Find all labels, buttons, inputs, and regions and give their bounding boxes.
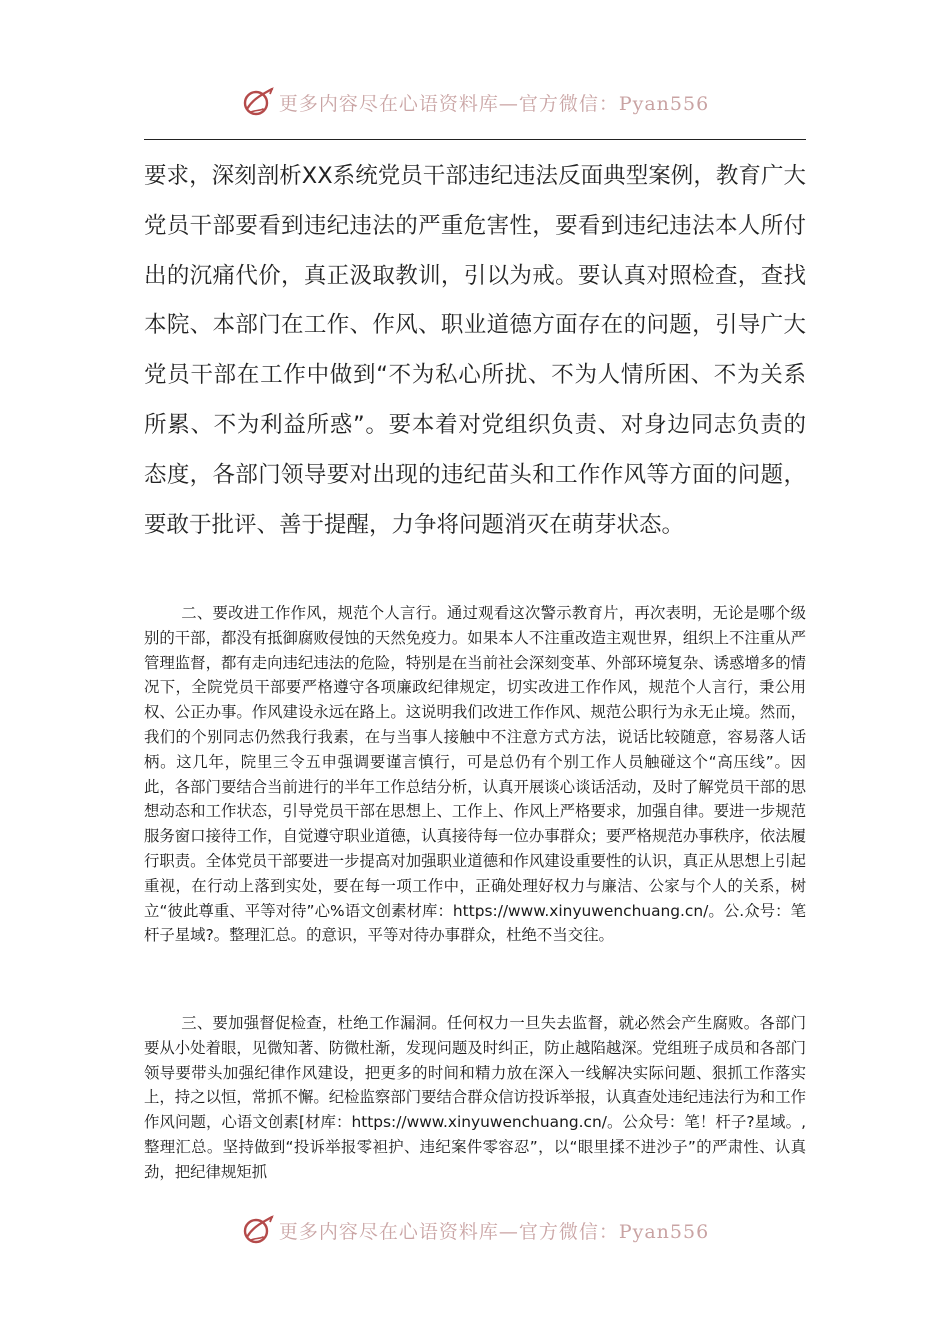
footer-banner <box>0 1210 950 1250</box>
header-divider <box>144 139 806 140</box>
footer-banner-text: 更多内容尽在心语资料库—官方微信：Pyan556 <box>278 1220 710 1243</box>
paragraph-1: 要求，深刻剖析XX系统党员干部违纪违法反面典型案例，教育广大党员干部要看到违纪违法的严重危害性，要看到违纪违法本人所付出的沉痛代价，真正汲取教训，引以为戒。要认真对照检查，查找本院、本部门在工作、作风、职业道德方面存在的问题，引导广大党员干部在工作中做到“不为私心所扰、不为人情所困、不为关系所累、不为利益所惑”。要本着对党组织负责、对身边同志负责的态度，各部门领导要对出现的违纪苗头和工作作风等方面的问题，要敢于批评、善于提醒，力争将问题消灭在萌芽状态。 <box>144 163 806 538</box>
paragraph-2-text: 二、要改进工作作风，规范个人言行。通过观看这次警示教育片，再次表明，无论是哪个级别的干部，都没有抵御腐败侵蚀的天然免疫力。如果本人不注重改造主观世界，组织上不注重从严管理监督，都有走向违纪违法的危险，特别是在当前社会深刻变革、外部环境复杂、诱惑增多的情况下，全院党员干部要严格遵守各项廉政纪律规定，切实改进工作作风，规范个人言行，秉公用权、公正办事。作风建设永远在路上。这说明我们改进工作作风、规范公职行为永无止境。然而，我们的个别同志仍然我行我素，在与当事人接触中不注意方式方法，说话比较随意，容易落人话柄。这几年，院里三令五申强调要谨言慎行，可是总仍有个别工作人员触碰这个“高压线”。因此，各部门要结合当前进行的半年工作总结分析，认真开展谈心谈话活动，及时了解党员干部的思想动态和工作状态，引导党员干部在思想上、工作上、作风上严格要求，加强自律。要进一步规范服务窗口接待工作，自觉遵守职业道德，认真接待每一位办事群众；要严格规范办事秩序，依法履行职责。全体党员干部要进一步提高对加强职业道德和作风建设重要性的认识，真正从思想上引起重视，在行动上落到实处，要在每一项工作中，正确处理好权力与廉洁、公家与个人的关系，树立“彼此尊重、平等对待”心%语文创素材库：https://www.xinyuwenchuang.cn/。公.众号：笔杆子星域?。整理汇总。的意识，平等对待办事群众，杜绝不当交往。 <box>144 604 806 945</box>
header-banner-text: 更多内容尽在心语资料库—官方微信：Pyan556 <box>278 92 710 115</box>
paragraph-3-text: 三、要加强督促检查，杜绝工作漏洞。任何权力一旦失去监督，就必然会产生腐败。各部门要从小处着眼，见微知著、防微杜渐，发现问题及时纠正，防止越陷越深。党组班子成员和各部门领导要带头加强纪律作风建设，把更多的时间和精力放在深入一线解决实际问题、狠抓工作落实上，持之以恒，常抓不懈。纪检监察部门要结合群众信访投诉举报，认真查处违纪违法行为和工作作风问题，心语文创素[材库：https://www.xinyuwenchuang.cn/。公众号：笔！杆子?星域。,整理汇总。坚持做到“投诉举报零袒护、违纪案件零容忍”，以“眼里揉不进沙子”的严肃性、认真劲，把纪律规矩抓 <box>144 1014 806 1181</box>
handwritten-ink-logo-icon <box>241 1213 275 1247</box>
handwritten-ink-logo-icon <box>241 85 275 119</box>
header-banner <box>0 82 950 122</box>
paragraph-3 <box>144 1011 806 1185</box>
paragraph-2 <box>144 601 806 948</box>
